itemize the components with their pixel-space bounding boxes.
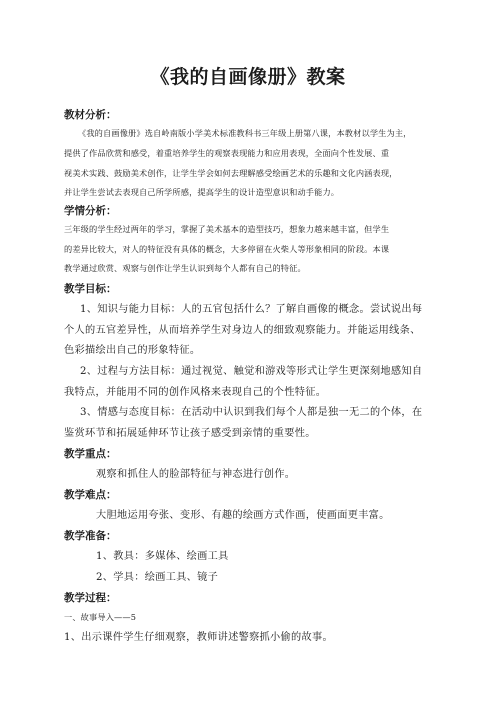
paragraph-line: 1、知识与能力目标：人的五官包括什么？了解自画像的概念。尝试说出每 bbox=[80, 304, 423, 315]
paragraph-line: 3、情感与态度目标：在活动中认识到我们每个人都是独一无二的个体，在 bbox=[80, 407, 423, 418]
paragraph-line: 并让学生尝试去表现自己所学所感，提高学生的设计造型意识和动手能力。 bbox=[64, 187, 340, 197]
paragraph-line: 教学通过欣赏、观察与创作让学生认识到每个人都有自己的特征。 bbox=[64, 263, 306, 273]
paragraph-line: 提供了作品欣赏和感受，着重培养学生的观察表现能力和应用表现，全面向个性发展、重 bbox=[64, 148, 390, 158]
paragraph-line: 《我的自画像册》选自岭南版小学美术标准教科书三年级上册第八课，本教材以学生为主， bbox=[78, 128, 412, 138]
paragraph-line: 鉴赏环节和拓展延伸环节让孩子感受到亲情的重要性。 bbox=[64, 428, 316, 439]
paragraph-line: 观察和抓住人的脸部特征与神态进行创作。 bbox=[96, 469, 296, 480]
paragraph-line: 一、故事导入——5 bbox=[64, 612, 137, 622]
document-title: 《我的自画像册》教案 bbox=[150, 66, 346, 88]
section-heading-analysis: 教材分析： bbox=[64, 109, 117, 121]
section-heading-process: 教学过程： bbox=[64, 592, 117, 604]
section-heading-goals: 教学目标： bbox=[64, 283, 117, 295]
section-heading-difficulties: 教学难点： bbox=[64, 489, 117, 501]
paragraph-line: 的差异比较大，对人的特征没有具体的概念，大多停留在火柴人等形象相同的阶段。本课 bbox=[64, 244, 390, 254]
paragraph-line: 大胆地运用夸张、变形、有趣的绘画方式作画，使画面更丰富。 bbox=[96, 510, 390, 521]
paragraph-line: 2、学具：绘画工具、镜子 bbox=[96, 572, 219, 583]
paragraph-line: 我特点，并能用不同的创作风格来表现自己的个性特征。 bbox=[64, 387, 327, 398]
section-heading-students: 学情分析： bbox=[64, 205, 117, 217]
section-heading-key-points: 教学重点： bbox=[64, 448, 117, 460]
paragraph-line: 1、出示课件学生仔细观察，教师讲述警察抓小偷的故事。 bbox=[64, 632, 333, 643]
paragraph-line: 视美术实践、鼓励美术创作，让学生学会如何去理解感受绘画艺术的乐趣和文化内涵表现， bbox=[64, 168, 398, 178]
paragraph-line: 个人的五官差异性，从而培养学生对身边人的细致观察能力。并能运用线条、 bbox=[64, 325, 421, 336]
paragraph-line: 2、过程与方法目标：通过视觉、触觉和游戏等形式让学生更深刻地感知自 bbox=[80, 366, 423, 377]
section-heading-preparation: 教学准备： bbox=[64, 530, 117, 542]
paragraph-line: 三年级的学生经过两年的学习，掌握了美术基本的造型技巧，想象力越来越丰富，但学生 bbox=[64, 224, 390, 234]
paragraph-line: 1、教具：多媒体、绘画工具 bbox=[96, 551, 229, 562]
paragraph-line: 色彩描绘出自己的形象特征。 bbox=[64, 345, 201, 356]
